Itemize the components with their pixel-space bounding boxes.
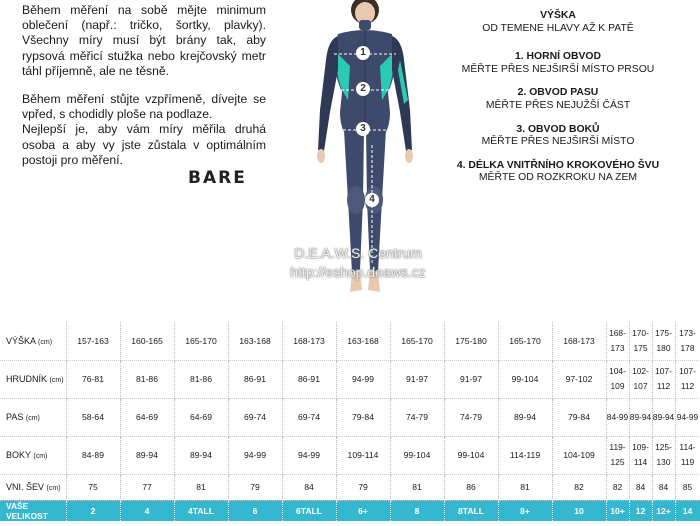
table-cell: 64-69 — [120, 398, 174, 436]
row-label — [0, 474, 66, 500]
measure-height — [440, 10, 676, 35]
row-label-text: VNI. ŠEV — [6, 482, 45, 492]
measure-title: 1. HORNÍ OBVOD — [514, 51, 602, 63]
table-cell: 84 — [629, 474, 652, 500]
table-cell: 76-81 — [66, 360, 120, 398]
table-cell: 64-69 — [174, 398, 228, 436]
table-cell: 82 — [552, 474, 606, 500]
size-cell: 12+ — [652, 500, 675, 521]
marker-4-icon: 4 — [365, 193, 379, 207]
table-cell: 86 — [444, 474, 498, 500]
size-cell: 10+ — [606, 500, 629, 521]
marker-3-icon: 3 — [356, 122, 370, 136]
table-cell: 91-97 — [390, 360, 444, 398]
table-cell: 84-99 — [606, 398, 629, 436]
table-cell: 97-102 — [552, 360, 606, 398]
table-cell: 79 — [228, 474, 282, 500]
size-cell: 6 — [228, 500, 282, 521]
table-cell: 89-94 — [120, 436, 174, 474]
measure-title: 4. DÉLKA VNITŘNÍHO KROKOVÉHO ŠVU — [456, 159, 660, 171]
row-label — [0, 398, 66, 436]
table-cell: 81 — [390, 474, 444, 500]
table-cell: 107-112 — [652, 360, 675, 398]
table-cell: 104-109 — [552, 436, 606, 474]
table-cell: 79-84 — [336, 398, 390, 436]
intro-paragraph-1: Během měření na sobě mějte minimum oblečení (např.: tričko, šortky, plavky). Všechny míry musí být brány tak, aby rypsová měřicí stužka nebo krejčovský metr táhl příjemně, ale ne těsně. — [22, 3, 266, 78]
table-cell: 58-64 — [66, 398, 120, 436]
size-chart-table — [0, 322, 700, 521]
size-cell: 4 — [120, 500, 174, 521]
table-cell: 160-165 — [120, 322, 174, 360]
row-label-unit: (cm) — [25, 415, 40, 422]
intro-paragraph-3: Nejlepší je, aby vám míry měřila druhá osoba a aby vy jste zůstala v optimálním postoji pro měření. — [22, 122, 266, 167]
table-cell: 107-112 — [675, 360, 700, 398]
table-cell: 102-107 — [629, 360, 652, 398]
table-cell: 165-170 — [498, 322, 552, 360]
table-cell: 94-99 — [675, 398, 700, 436]
table-cell: 84 — [652, 474, 675, 500]
measure-hips — [440, 124, 676, 149]
table-cell: 94-99 — [282, 436, 336, 474]
table-cell: 69-74 — [282, 398, 336, 436]
table-cell: 89-94 — [629, 398, 652, 436]
table-cell: 75 — [66, 474, 120, 500]
table-cell: 165-170 — [390, 322, 444, 360]
table-cell: 109-114 — [336, 436, 390, 474]
table-cell: 79 — [336, 474, 390, 500]
measure-desc: MĚŘTE PŘES NEJŠIRŠÍ MÍSTO — [481, 136, 635, 148]
row-label-text: VÝŠKA — [6, 335, 36, 346]
table-cell: 99-104 — [390, 436, 444, 474]
watermark — [258, 244, 458, 282]
table-row — [0, 398, 700, 436]
table-cell: 173-178 — [675, 322, 700, 360]
row-label-text: BOKY — [6, 450, 31, 460]
table-cell: 175-180 — [652, 322, 675, 360]
table-cell: 104-109 — [606, 360, 629, 398]
table-cell: 86-91 — [228, 360, 282, 398]
size-cell: 6+ — [336, 500, 390, 521]
table-cell: 74-79 — [390, 398, 444, 436]
your-size-label: VAŠE VELIKOST — [0, 500, 66, 521]
table-cell: 81 — [498, 474, 552, 500]
table-cell: 94-99 — [336, 360, 390, 398]
table-row — [0, 436, 700, 474]
size-cell: 6TALL — [282, 500, 336, 521]
table-cell: 77 — [120, 474, 174, 500]
measure-inseam — [440, 160, 676, 185]
size-cell: 2 — [66, 500, 120, 521]
measure-title: 2. OBVOD PASU — [517, 87, 599, 99]
size-cell: 8 — [390, 500, 444, 521]
table-cell: 82 — [606, 474, 629, 500]
marker-1-icon: 1 — [356, 46, 370, 60]
bare-logo: BARE — [188, 168, 247, 188]
row-label-unit: (cm) — [49, 377, 64, 384]
your-size-row — [0, 500, 700, 521]
table-cell: 79-84 — [552, 398, 606, 436]
table-cell: 84 — [282, 474, 336, 500]
row-label — [0, 436, 66, 474]
table-cell: 163-168 — [336, 322, 390, 360]
table-cell: 165-170 — [174, 322, 228, 360]
table-cell: 85 — [675, 474, 700, 500]
measure-desc: MĚŘTE PŘES NEJUŽŠÍ ČÁST — [485, 99, 631, 111]
table-cell: 89-94 — [174, 436, 228, 474]
table-cell: 69-74 — [228, 398, 282, 436]
measure-waist — [440, 87, 676, 112]
table-cell: 170-175 — [629, 322, 652, 360]
table-cell: 81 — [174, 474, 228, 500]
intro-paragraph-2: Během měření stůjte vzpřímeně, dívejte se vpřed, s chodidly ploše na podlaze. — [22, 92, 266, 122]
table-cell: 168-173 — [606, 322, 629, 360]
table-cell: 163-168 — [228, 322, 282, 360]
row-label-unit: (cm) — [46, 485, 61, 492]
table-cell: 86-91 — [282, 360, 336, 398]
marker-2-icon: 2 — [356, 82, 370, 96]
table-cell: 89-94 — [652, 398, 675, 436]
table-cell: 74-79 — [444, 398, 498, 436]
measure-title: VÝŠKA — [540, 10, 576, 21]
measurement-guide — [440, 10, 676, 196]
size-cell: 14 — [675, 500, 700, 521]
table-cell: 81-86 — [174, 360, 228, 398]
size-cell: 8TALL — [444, 500, 498, 521]
table-cell: 125-130 — [652, 436, 675, 474]
table-row — [0, 474, 700, 500]
table-cell: 84-89 — [66, 436, 120, 474]
measure-chest — [440, 51, 676, 76]
instructions-text — [22, 3, 266, 181]
row-label-text: HRUDNÍK — [6, 374, 48, 384]
row-label — [0, 322, 66, 360]
size-cell: 12 — [629, 500, 652, 521]
table-cell: 109-114 — [629, 436, 652, 474]
table-cell: 94-99 — [228, 436, 282, 474]
size-cell: 10 — [552, 500, 606, 521]
measure-desc: MĚŘTE OD ROZKROKU NA ZEM — [478, 172, 638, 184]
size-cell: 4TALL — [174, 500, 228, 521]
table-cell: 91-97 — [444, 360, 498, 398]
measure-title: 3. OBVOD BOKŮ — [516, 123, 600, 135]
table-row — [0, 322, 700, 360]
table-row — [0, 360, 700, 398]
measure-desc: OD TEMENE HLAVY AŽ K PATĚ — [482, 22, 634, 34]
row-label-unit: (cm) — [33, 453, 48, 460]
table-cell: 114-119 — [498, 436, 552, 474]
measure-desc: MĚŘTE PŘES NEJŠIRŠÍ MÍSTO PRSOU — [461, 63, 655, 75]
table-cell: 89-94 — [498, 398, 552, 436]
row-label — [0, 360, 66, 398]
table-cell: 119-125 — [606, 436, 629, 474]
row-label-text: PAS — [6, 412, 24, 422]
table-cell: 157-163 — [66, 322, 120, 360]
table-cell: 168-173 — [282, 322, 336, 360]
table-cell: 99-104 — [444, 436, 498, 474]
table-cell: 81-86 — [120, 360, 174, 398]
row-label-unit: (cm) — [38, 338, 53, 346]
table-cell: 175-180 — [444, 322, 498, 360]
watermark-line-2: http://eshop.deaws.cz — [290, 264, 426, 280]
table-cell: 99-104 — [498, 360, 552, 398]
table-cell: 114-119 — [675, 436, 700, 474]
size-cell: 8+ — [498, 500, 552, 521]
table-cell: 168-173 — [552, 322, 606, 360]
watermark-line-1: D.E.A.W.S. Centrum — [294, 245, 422, 261]
